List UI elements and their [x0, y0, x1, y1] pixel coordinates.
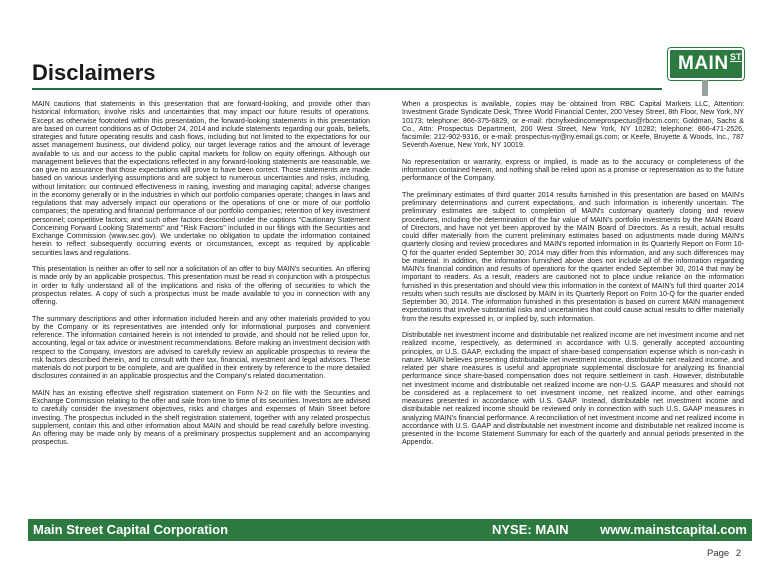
right-column [402, 100, 744, 455]
footer-ticker: NYSE: MAIN [492, 522, 569, 537]
forward-looking-paragraph: MAIN cautions that statements in this presentation that are forward-looking, and provide other than historical information, involve risks and uncertainties that may impact our future results of operations. Except as otherwise footnoted within this presentation, the forward-looking statements in this presentation are based on current conditions as of October 24, 2014 and include statements regarding our goals, beliefs, strategies and future operating results and cash flows, including but not limited to the expectations for our asset management business, our dividend policy, our target leverage ratios and the amount of leverage available to us and our access to the public capital markets for follow on equity offerings. Although our management believes that the expectations reflected in any forward-looking statements are reasonable, we can give no assurance that those expectations will prove to have been correct. Those statements are made based on various underlying assumptions and are subject to numerous uncertainties and risks, including, without limitation: our continued effectiveness in raising, investing and managing capital; adverse changes in the economy generally or in the industries in which our portfolio companies operate; changes in laws and regulations that may adversely impact our operations or the operations of one or more of our portfolio companies; the operating and financial performance of our portfolio companies; retention of key investment personnel; competitive factors; and such other factors described under the captions "Cautionary Statement Concerning Forward Looking Statements" and "Risk Factors" included in our filings with the Securities and Exchange Commission (www.sec.gov). We undertake no obligation to update the information contained herein to reflect subsequently occurring events or circumstances, except as required by applicable securities laws and regulations. [32, 100, 370, 257]
shelf-registration-paragraph: MAIN has an existing effective shelf registration statement on Form N-2 on file with the Securities and Exchange Commission relating to the offer and sale from time to time of its securities. Investors are advised to carefully consider the investment objectives, risks and charges and expenses of Main Street before investing. The prospectus included in the shelf registration statement, together with any related prospectus supplement, contain this and other information about MAIN and should be read carefully before investing. An offering may be made only by means of a preliminary prospectus supplement and an accompanying prospectus. [32, 388, 370, 447]
page-title: Disclaimers [32, 60, 156, 85]
sign-pole [702, 80, 708, 96]
left-column [32, 100, 370, 455]
logo-main-text: MAIN [678, 53, 729, 74]
no-warranty-paragraph: No representation or warranty, express or implied, is made as to the accuracy or completeness of the information contained herein, and nothing shall be relied upon as a promise or representation as to the future performance of the Company. [402, 157, 744, 183]
footer-bar [28, 519, 752, 541]
footer-website: www.mainstcapital.com [600, 522, 747, 537]
offer-paragraph: This presentation is neither an offer to sell nor a solicitation of an offer to buy MAIN's securities. An offering is made only by an applicable prospectus. This presentation must be read in conjunction with a prospectus in order to fully understand all of the implications and risks of the offering of securities to which the prospectus relates. A copy of such a prospectus must be made available to you in connection with any offering. [32, 265, 370, 306]
main-street-logo [668, 48, 746, 96]
street-sign-icon [668, 48, 744, 80]
page-value: 2 [735, 548, 742, 559]
page-label: Page [707, 548, 730, 559]
title-divider [32, 88, 662, 90]
distributable-income-paragraph: Distributable net investment income and distributable net realized income are net investment income and net realized income, respectively, as determined in accordance with U.S. generally accepted accounting principles, or U.S. GAAP, excluding the impact of share-based compensation expense which is non-cash in nature. MAIN believes presenting distributable net investment income, distributable net realized income, and related per share measures is useful and appropriate supplemental disclosure for analyzing its financial performance since share-based compensation does not require settlement in cash. However, distributable net investment income and distributable net realized income are non-U.S. GAAP measures and should not be considered as a replacement to net investment income, net realized income, and other earnings measures presented in accordance with U.S. GAAP. Instead, distributable net investment income and distributable net realized income should be reviewed only in connection with such U.S. GAAP measures in analyzing MAIN's financial performance. A reconciliation of net investment income and net realized income in accordance with U.S. GAAP and distributable net investment income and distributable net realized income is presented in the Income Statement Summary for each of the quarterly and annual periods presented in the Appendix. [402, 331, 744, 447]
page-number [707, 548, 741, 559]
prospectus-availability-paragraph: When a prospectus is available, copies may be obtained from RBC Capital Markets LLC, Attention: Investment Grade Syndicate Desk, Three World Financial Center, 200 Vesey Street, 8th Floor, New York, NY 10173; telephone: 866-375-6829, or e-mail: rbcnyfixedincomeprospectus@rbccm.com; Goldman, Sachs & Co., Attn: Prospectus Department, 200 West Street, New York, NY 10282; telephone: 866-471-2526, facsimile: 212-902-9316, or e-mail: prospectus-ny@ny.email.gs.com; or Keefe, Bruyette & Woods, Inc., 787 Seventh Avenue, New York, NY 10019. [402, 100, 744, 150]
preliminary-estimates-paragraph: The preliminary estimates of third quarter 2014 results furnished in this presentation are based on MAIN's preliminary determinations and current expectations, and such information is inherently uncertain. The preliminary estimates are subject to completion of MAIN's customary quarterly closing and review procedures, including the determination of the fair value of MAIN's portfolio investments by the MAIN Board of Directors, and have not yet been approved by the MAIN Board of Directors. As a result, actual results could differ materially from the current preliminary estimates based on adjustments made during MAIN's quarterly closing and review procedures and MAIN's reported information in its Quarterly Report on Form 10-Q for the quarter ended September 30, 2014 may differ from this information, and any such differences may be material. In addition, the information furnished above does not include all of the information regarding MAIN's financial condition and results of operations for the quarter ended September 30, 2014 that may be important to readers. As a result, readers are cautioned not to place undue reliance on the information furnished in this presentation and should view this information in the context of MAIN's full third quarter 2014 results when such results are disclosed by MAIN in its Quarterly Report on Form 10-Q for the quarter ended September 30, 2014. The information furnished in this presentation is based on current MAIN management expectations that involve substantial risks and uncertainties that could cause actual results to differ materially from the results expressed in, or implied by, such information. [402, 190, 744, 323]
logo-st-text: ST [730, 52, 742, 62]
footer-company: Main Street Capital Corporation [33, 522, 229, 537]
summary-paragraph: The summary descriptions and other information included herein and any other materials provided to you by the Company or its representatives are intended only for informational purposes and convenient reference. The information contained herein is not intended to provide, and should not be relied upon for, accounting, legal or tax advice or investment recommendations. Before making an investment decision with respect to the Company, investors are advised to carefully review an applicable prospectus to review the risk factors described therein, and to consult with their tax, financial, investment and legal advisors. These materials do not purport to be complete, and are qualified in their entirety by reference to the more detailed disclosures contained in an applicable prospectus and the Company's related documentation. [32, 314, 370, 381]
